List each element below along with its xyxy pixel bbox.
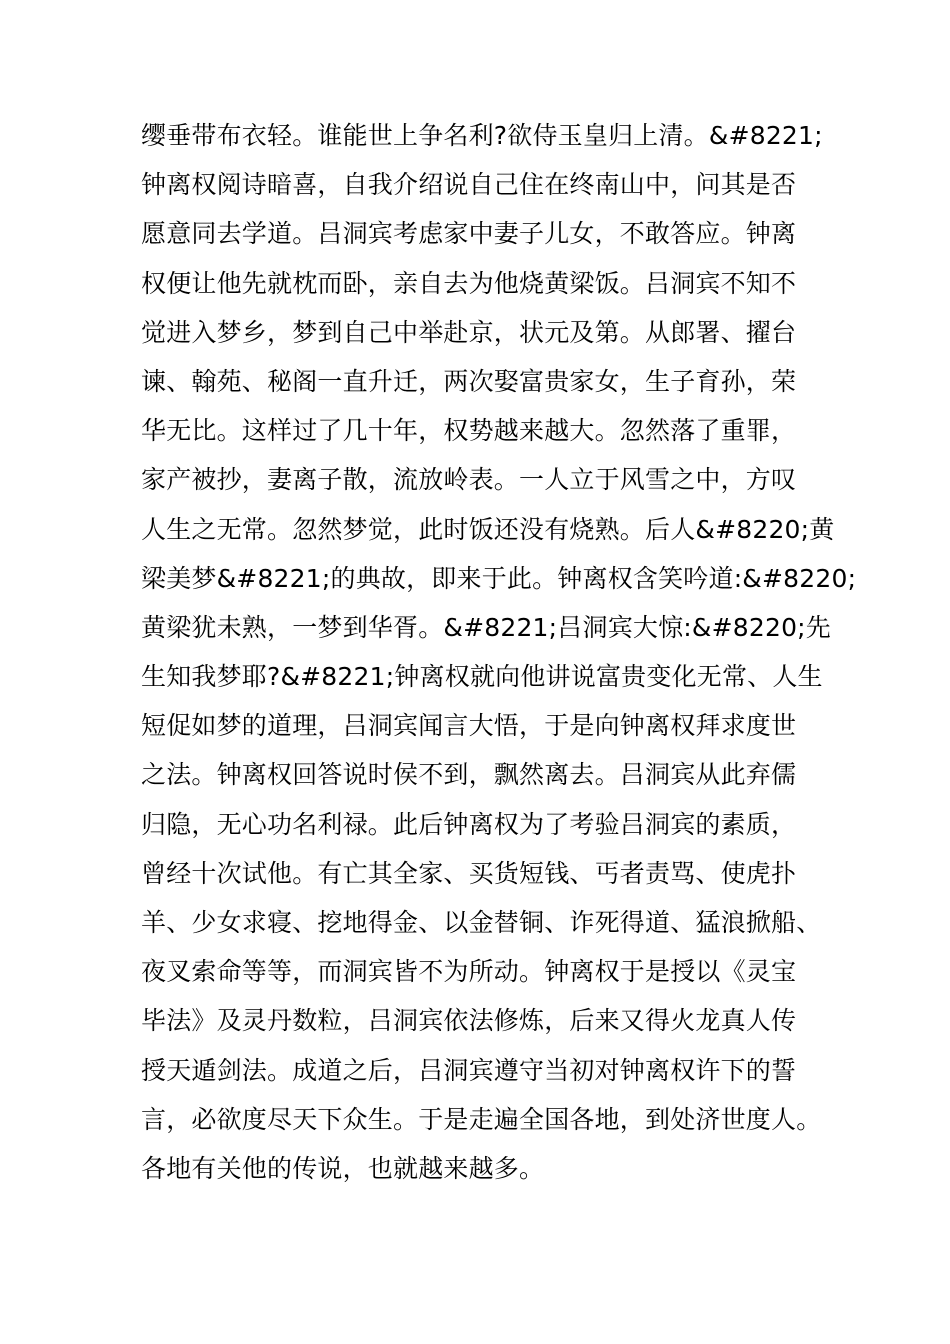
text-line: 各地有关他的传说，也就越来越多。 [141, 1153, 545, 1183]
text-line: 缨垂带布衣轻。谁能世上争名利?欲侍玉皇归上清。&#8221; [141, 121, 823, 150]
text-line: 归隐，无心功名利禄。此后钟离权为了考验吕洞宾的素质， [141, 809, 797, 839]
text-line: 言，必欲度尽天下众生。于是走遍全国各地，到处济世度人。 [141, 1104, 822, 1134]
text-line: 钟离权阅诗暗喜，自我介绍说自己住在终南山中，问其是否 [141, 170, 797, 200]
text-line: 梁美梦&#8221;的典故，即来于此。钟离权含笑吟道:&#8220; [141, 563, 857, 593]
text-line: 夜叉索命等等，而洞宾皆不为所动。钟离权于是授以《灵宝 [141, 957, 797, 987]
text-line: 人生之无常。忽然梦觉，此时饭还没有烧熟。后人&#8220;黄 [141, 514, 835, 544]
text-line: 华无比。这样过了几十年，权势越来越大。忽然落了重罪， [141, 416, 797, 446]
text-line: 生知我梦耶?&#8221;钟离权就向他讲说富贵变化无常、人生 [141, 662, 823, 692]
text-line: 权便让他先就枕而卧，亲自去为他烧黄梁饭。吕洞宾不知不 [141, 268, 797, 298]
text-line: 曾经十次试他。有亡其全家、买货短钱、丐者责骂、使虎扑 [141, 858, 797, 888]
text-line: 毕法》及灵丹数粒，吕洞宾依法修炼，后来又得火龙真人传 [141, 1006, 797, 1036]
text-line: 短促如梦的道理，吕洞宾闻言大悟，于是向钟离权拜求度世 [141, 711, 797, 741]
text-line: 羊、少女求寝、挖地得金、以金替铜、诈死得道、猛浪掀船、 [141, 908, 822, 937]
text-line: 家产被抄，妻离子散，流放岭表。一人立于风雪之中，方叹 [141, 465, 797, 495]
text-line: 黄梁犹未熟，一梦到华胥。&#8221;吕洞宾大惊:&#8220;先 [141, 612, 831, 642]
text-line: 觉进入梦乡，梦到自己中举赴京，状元及第。从郎署、擢台 [141, 317, 797, 347]
text-line: 愿意同去学道。吕洞宾考虑家中妻子儿女，不敢答应。钟离 [141, 219, 797, 249]
body-text [141, 111, 857, 1193]
text-line: 之法。钟离权回答说时侯不到，飘然离去。吕洞宾从此弃儒 [141, 760, 797, 790]
text-line: 谏、翰苑、秘阁一直升迁，两次娶富贵家女，生子育孙，荣 [141, 366, 797, 396]
text-line: 授天遁剑法。成道之后，吕洞宾遵守当初对钟离权许下的誓 [141, 1055, 797, 1085]
